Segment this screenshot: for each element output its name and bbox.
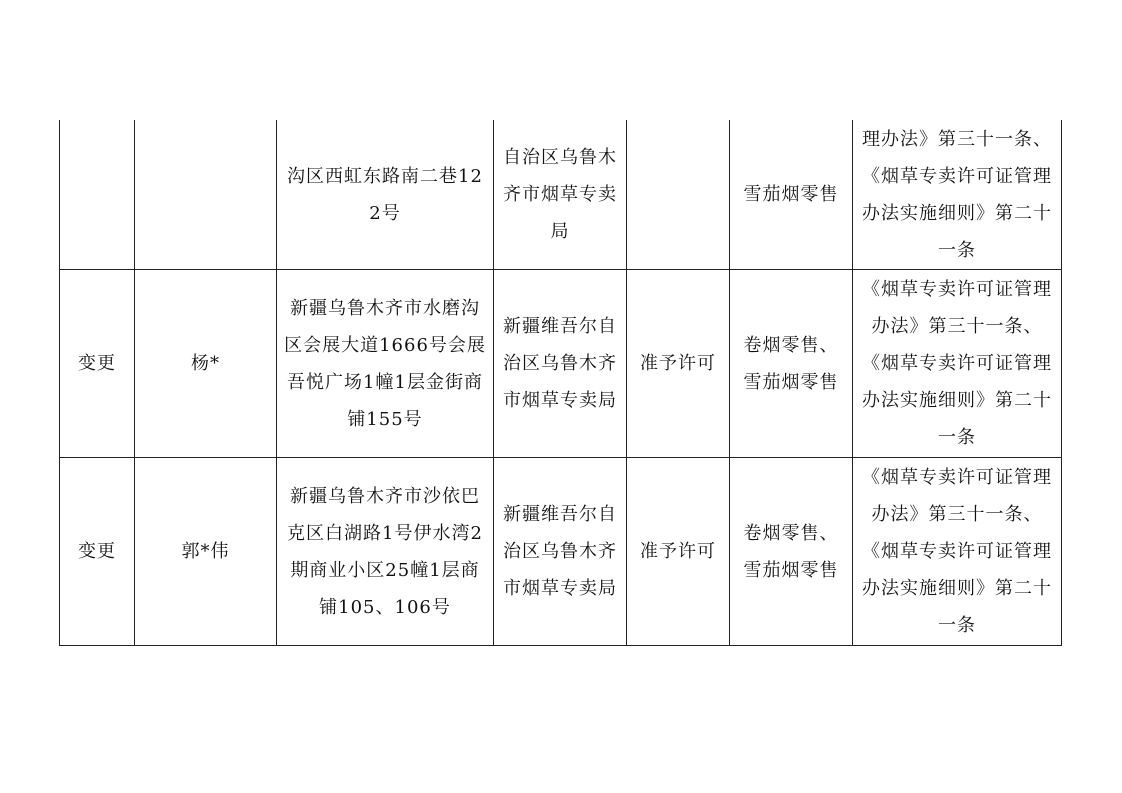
business-scope-cell: 卷烟零售、雪茄烟零售	[730, 458, 853, 646]
legal-basis-cell: 理办法》第三十一条、《烟草专卖许可证管理办法实施细则》第二十一条	[853, 120, 1062, 270]
license-record-table	[59, 120, 1062, 646]
business-address-cell: 新疆乌鲁木齐市水磨沟区会展大道1666号会展吾悦广场1幢1层金街商铺155号	[277, 270, 494, 458]
decision-cell: 准予许可	[627, 270, 730, 458]
issuing-authority-cell: 新疆维吾尔自治区乌鲁木齐市烟草专卖局	[494, 458, 627, 646]
decision-cell	[627, 120, 730, 270]
business-scope-cell: 卷烟零售、雪茄烟零售	[730, 270, 853, 458]
issuing-authority-cell: 自治区乌鲁木齐市烟草专卖局	[494, 120, 627, 270]
table-row	[60, 120, 1062, 270]
issuing-authority-cell: 新疆维吾尔自治区乌鲁木齐市烟草专卖局	[494, 270, 627, 458]
business-scope-cell: 雪茄烟零售	[730, 120, 853, 270]
business-address-cell: 新疆乌鲁木齐市沙依巴克区白湖路1号伊水湾2期商业小区25幢1层商铺105、106号	[277, 458, 494, 646]
holder-name-cell	[135, 120, 277, 270]
table-row	[60, 458, 1062, 646]
change-type-cell: 变更	[60, 458, 135, 646]
business-address-cell: 沟区西虹东路南二巷122号	[277, 120, 494, 270]
legal-basis-cell: 《烟草专卖许可证管理办法》第三十一条、《烟草专卖许可证管理办法实施细则》第二十一条	[853, 458, 1062, 646]
change-type-cell	[60, 120, 135, 270]
change-type-cell: 变更	[60, 270, 135, 458]
holder-name-cell: 杨*	[135, 270, 277, 458]
table-row	[60, 270, 1062, 458]
holder-name-cell: 郭*伟	[135, 458, 277, 646]
decision-cell: 准予许可	[627, 458, 730, 646]
legal-basis-cell: 《烟草专卖许可证管理办法》第三十一条、《烟草专卖许可证管理办法实施细则》第二十一条	[853, 270, 1062, 458]
